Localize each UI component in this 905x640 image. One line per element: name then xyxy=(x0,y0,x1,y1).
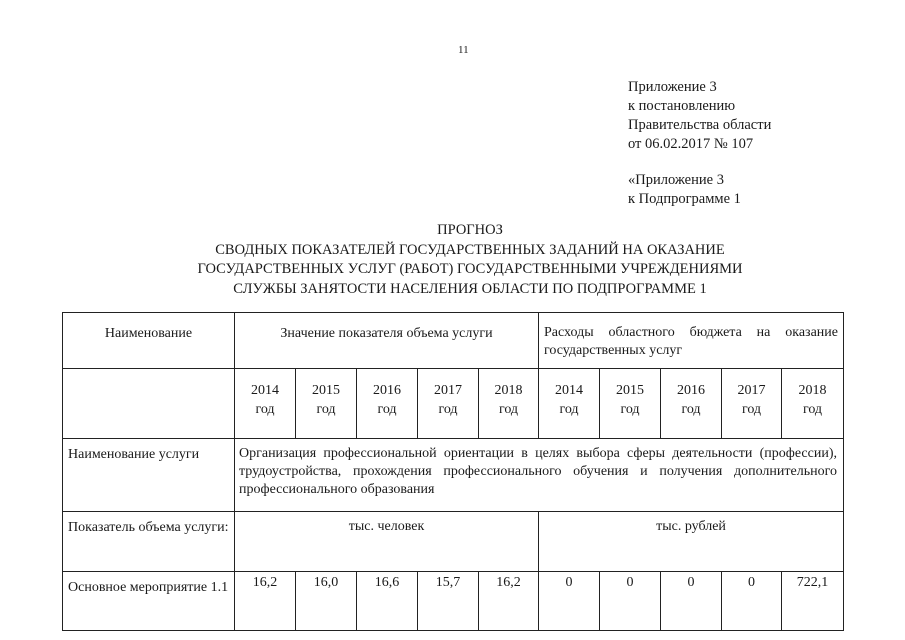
year-volume-2014: 2014 год xyxy=(235,369,296,439)
title-line: ПРОГНОЗ xyxy=(437,222,503,238)
volume-value: 16,2 xyxy=(235,572,296,631)
header-name: Наименование xyxy=(63,313,235,369)
budget-value: 0 xyxy=(661,572,722,631)
volume-value: 16,6 xyxy=(357,572,418,631)
appendix-line: Правительства области xyxy=(628,117,772,133)
forecast-table xyxy=(62,312,844,631)
year-volume-2015: 2015 год xyxy=(296,369,357,439)
page-number: 11 xyxy=(458,44,469,56)
row-label: Основное мероприятие 1.1 xyxy=(63,572,235,631)
year-budget-2017: 2017 год xyxy=(722,369,782,439)
appendix-line: «Приложение 3 xyxy=(628,172,724,188)
unit-volume: тыс. человек xyxy=(235,512,539,572)
title-line: СВОДНЫХ ПОКАЗАТЕЛЕЙ ГОСУДАРСТВЕННЫХ ЗАДАНИЙ НА ОКАЗАНИЕ xyxy=(215,241,725,258)
indicator-label: Показатель объема услуги: xyxy=(63,512,235,572)
appendix-line: к Подпрограмме 1 xyxy=(628,191,741,207)
budget-value: 0 xyxy=(600,572,661,631)
budget-value: 0 xyxy=(539,572,600,631)
header-budget: Расходы областного бюджета на оказание государственных услуг xyxy=(539,313,844,369)
year-volume-2017: 2017 год xyxy=(418,369,479,439)
year-budget-2016: 2016 год xyxy=(661,369,722,439)
year-budget-2018: 2018 год xyxy=(782,369,844,439)
appendix-line: Приложение 3 xyxy=(628,79,717,95)
appendix-line: к постановлению xyxy=(628,98,736,114)
year-budget-2014: 2014 год xyxy=(539,369,600,439)
year-budget-2015: 2015 год xyxy=(600,369,661,439)
service-text: Организация профессиональной ориентации в целях выбора сферы деятельности (профессии), трудоустройства, прохождения профессионального обучения и получения дополнительного профессионального образования xyxy=(235,439,844,512)
header-volume: Значение показателя объема услуги xyxy=(235,313,539,369)
volume-value: 15,7 xyxy=(418,572,479,631)
document-title xyxy=(120,221,820,299)
appendix-line: от 06.02.2017 № 107 xyxy=(628,136,754,152)
title-line: СЛУЖБЫ ЗАНЯТОСТИ НАСЕЛЕНИЯ ОБЛАСТИ ПО ПОДПРОГРАММЕ 1 xyxy=(233,280,707,297)
volume-value: 16,2 xyxy=(479,572,539,631)
volume-value: 16,0 xyxy=(296,572,357,631)
unit-budget: тыс. рублей xyxy=(539,512,844,572)
header-empty-cell xyxy=(63,369,235,439)
service-label: Наименование услуги xyxy=(63,439,235,512)
appendix-block xyxy=(628,78,771,209)
budget-value: 722,1 xyxy=(782,572,844,631)
year-volume-2018: 2018 год xyxy=(479,369,539,439)
budget-value: 0 xyxy=(722,572,782,631)
title-line: ГОСУДАРСТВЕННЫХ УСЛУГ (РАБОТ) ГОСУДАРСТВЕННЫМИ УЧРЕЖДЕНИЯМИ xyxy=(197,261,743,277)
year-volume-2016: 2016 год xyxy=(357,369,418,439)
